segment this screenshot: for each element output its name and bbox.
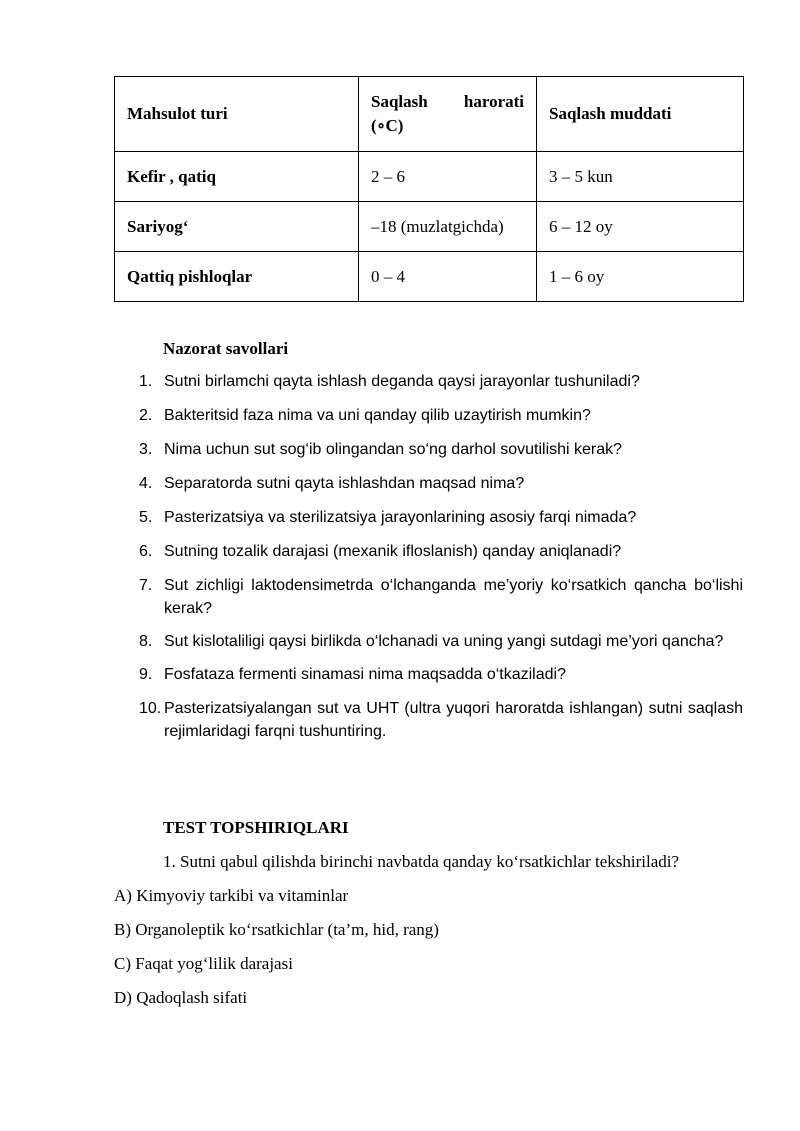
table-cell-duration: 1 – 6 oy <box>537 252 744 302</box>
test-question: 1. Sutni qabul qilishda birinchi navbatda qanday ko‘rsatkichlar tekshiriladi? <box>163 852 680 871</box>
list-item <box>139 663 743 686</box>
answer-option-a: A) Kimyoviy tarkibi va vitaminlar <box>114 886 349 905</box>
table-cell-temperature: 2 – 6 <box>359 152 537 202</box>
table-cell-temperature: –18 (muzlatgichda) <box>359 202 537 252</box>
table-row <box>115 202 744 252</box>
list-item-number: 9. <box>139 666 153 683</box>
header-storage-temperature <box>359 77 537 152</box>
header-temperature-unit: (∘C) <box>371 116 404 135</box>
list-item-number: 2. <box>139 407 153 424</box>
list-item-number: 10. <box>139 700 162 717</box>
header-storage-duration: Saqlash muddati <box>537 77 744 152</box>
list-item-number: 3. <box>139 441 153 458</box>
list-item-text: Sut kislotaliligi qaysi birlikda o‘lchanadi va uning yangi sutdagi me’yori qancha? <box>164 633 724 650</box>
list-item <box>139 540 743 563</box>
answer-option-b: B) Organoleptik ko‘rsatkichlar (ta’m, hid, rang) <box>114 920 439 939</box>
table-cell-duration: 3 – 5 kun <box>537 152 744 202</box>
table-cell-product: Sariyog‘ <box>115 202 359 252</box>
list-item-text: Pasterizatsiya va sterilizatsiya jarayonlarining asosiy farqi nimada? <box>164 509 637 526</box>
list-item <box>139 472 743 495</box>
header-temperature-label: Saqlash harorati <box>371 92 524 111</box>
list-item-number: 6. <box>139 543 153 560</box>
list-item-text: Fosfataza fermenti sinamasi nima maqsadda o‘tkaziladi? <box>164 666 566 683</box>
table-cell-duration: 6 – 12 oy <box>537 202 744 252</box>
header-product-type: Mahsulot turi <box>115 77 359 152</box>
list-item <box>139 370 743 393</box>
list-item <box>139 404 743 427</box>
storage-table <box>114 76 744 302</box>
list-item-text: Sut zichligi laktodensimetrda o‘lchanganda me’yoriy ko‘rsatkich qancha bo‘lishi kerak? <box>164 577 743 617</box>
list-item-text: Bakteritsid faza nima va uni qanday qilib uzaytirish mumkin? <box>164 407 591 424</box>
list-item-number: 8. <box>139 633 153 650</box>
list-item <box>139 438 743 461</box>
list-item <box>139 630 743 653</box>
list-item-number: 1. <box>139 373 153 390</box>
list-item-number: 7. <box>139 577 153 594</box>
table-header-row <box>115 77 744 152</box>
table-cell-product: Qattiq pishloqlar <box>115 252 359 302</box>
list-item <box>139 574 743 620</box>
list-item <box>139 697 743 743</box>
answer-option-d: D) Qadoqlash sifati <box>114 988 248 1007</box>
control-questions-title: Nazorat savollari <box>163 339 289 358</box>
list-item-text: Sutning tozalik darajasi (mexanik ifloslanish) qanday aniqlanadi? <box>164 543 622 560</box>
list-item <box>139 506 743 529</box>
test-section-title: TEST TOPSHIRIQLARI <box>163 818 349 837</box>
list-item-text: Sutni birlamchi qayta ishlash deganda qaysi jarayonlar tushuniladi? <box>164 373 640 390</box>
list-item-number: 5. <box>139 509 153 526</box>
table-cell-temperature: 0 – 4 <box>359 252 537 302</box>
list-item-text: Separatorda sutni qayta ishlashdan maqsad nima? <box>164 475 525 492</box>
answer-option-c: C) Faqat yog‘lilik darajasi <box>114 954 293 973</box>
list-item-number: 4. <box>139 475 153 492</box>
list-item-text: Pasterizatsiyalangan sut va UHT (ultra yuqori haroratda ishlangan) sutni saqlash rejimlaridagi farqni tushuntiring. <box>164 700 743 740</box>
control-questions-list <box>139 370 743 753</box>
table-row <box>115 252 744 302</box>
table-row <box>115 152 744 202</box>
list-item-text: Nima uchun sut sog‘ib olingandan so‘ng darhol sovutilishi kerak? <box>164 441 623 458</box>
table-cell-product: Kefir , qatiq <box>115 152 359 202</box>
